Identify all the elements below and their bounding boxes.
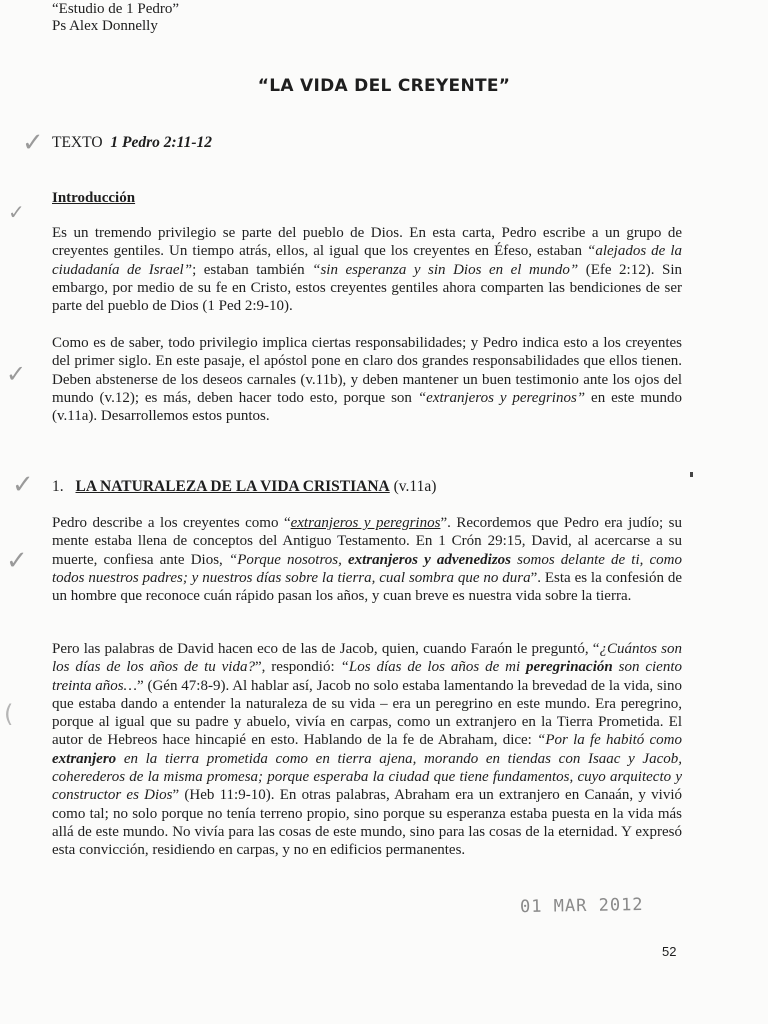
text-run: “alejados de la ciudadanía de Israel” [52,243,683,278]
scripture-reference: 1 Pedro 2:11-12 [110,134,212,151]
text-run: “extranjeros y peregrinos” [417,389,586,406]
text-run: peregrinación [526,659,613,676]
header-study-title: “Estudio de 1 Pedro” [52,1,180,17]
check-mark-icon: ✓ [8,200,25,224]
date-stamp: 01 MAR 2012 [519,894,644,918]
section-reference: (v.11a) [393,478,437,495]
section-1-heading [52,478,436,496]
text-run: Es un tremendo privilegio se parte del pueblo de Dios. En esta carta, Pedro escribe a un grupo de creyentes gentiles. Un tiempo atrás, ellos, al igual que los creyentes en Éfeso, estaban [52,225,682,260]
text-run: “sin esperanza y sin Dios en el mundo” [312,261,579,278]
page-title: “LA VIDA DEL CREYENTE” [257,76,511,96]
section-title: LA NATURALEZA DE LA VIDA CRISTIANA [75,478,390,495]
text-run: Pero las palabras de David hacen eco de las de Jacob, quien, cuando Faraón le preguntó, “ [52,641,600,657]
text-run: en la tierra prometida como en tierra ajena, morando en tiendas con Isaac y Jacob, coherederos de la misma promesa; porque esperaba la ciudad que tiene fundamentos, cuyo arquitecto y constructor es Dios [52,750,682,804]
check-mark-icon: ✓ [6,546,28,576]
intro-paragraph-1 [52,224,682,315]
text-run: extranjero [52,750,117,767]
section-1-paragraph-2 [52,640,682,860]
text-run: ¿Cuántos son los días de los años de tu vida? [52,641,682,676]
text-run: “Los días de los años de mi [340,659,527,676]
text-run: “Por la fe habitó como [537,732,682,749]
page-number: 52 [662,944,677,959]
text-run: ”. Recordemos que Pedro era judío; su mente estaba llena de conceptos del Antiguo Testamento. En 1 Crón 29:15, David, al acercarse a su muerte, confiesa ante Dios, [52,515,682,568]
text-run: somos delante de ti, como todos nuestros padres; y nuestros días sobre la tierra, cual sombra que no dura [52,551,682,586]
text-run: Como es de saber, todo privilegio implica ciertas responsabilidades; y Pedro indica esto a los creyentes del primer siglo. En este pasaje, el apóstol pone en claro dos grandes responsabilidades que ellos tienen. Deben abstenerse de los deseos carnales (v.11b), y deben mantener un buen testimonio ante los ojos del mundo (v.12); es más, deben hacer todo esto, porque son [52,335,682,406]
text-run: ”. Esta es la confesión de un hombre que reconoce cuán rápido pasan los años, y cuan breve es nuestra vida sobre la tierra. [52,569,682,605]
text-run: ”, respondió: [254,659,341,676]
texto-label: TEXTO [52,134,103,151]
text-run: son ciento treinta años… [52,659,682,694]
dot-mark [690,472,693,477]
check-mark-icon: ✓ [6,360,27,388]
header-author: Ps Alex Donnelly [52,18,158,34]
text-run: ” (Heb 11:9-10). En otras palabras, Abraham era un extranjero en Canaán, y vivió como tal; no solo porque no tenía terreno propio, sino porque su esperanza estaba puesta en la vida más allá de este mundo. No vivía para las cosas de este mundo, sino para las cosas de la eternidad. Y expresó esta convicción, residiendo en carpas, y no en edificios permanentes. [52,787,682,859]
text-run: Pedro describe a los creyentes como “ [52,515,291,531]
check-mark-icon: ✓ [12,470,34,500]
text-run: (Efe 2:12). Sin embargo, por medio de su fe en Cristo, estos creyentes gentiles ahora comparten las bendiciones de ser parte del pueblo de Dios (1 Ped 2:9-10). [52,261,682,315]
text-run: extranjeros y advenedizos [347,551,512,568]
text-run: ” (Gén 47:8-9). Al hablar así, Jacob no solo estaba lamentando la brevedad de la vida, sino que estaba dando a entender la naturaleza de su vida – era un peregrino en este mundo. Era peregrino, porque al igual que su padre y abuelo, vivía en carpas, como un extranjero en la Tierra Prometida. El autor de Hebreos hace hincapié en esto. Hablando de la fe de Abraham, dice: [52,677,682,749]
check-mark-icon: ✓ [22,128,44,158]
intro-paragraph-2 [52,334,682,425]
bracket-mark-icon: ( [4,700,14,728]
text-run: “Porque nosotros, [228,551,348,568]
text-run: extranjeros y peregrinos [290,515,441,531]
section-number: 1. [52,478,64,495]
text-run: ; estaban también [192,261,313,278]
section-1-paragraph-1 [52,514,682,605]
introduction-heading: Introducción [52,190,136,206]
text-run: en este mundo (v.11a). Desarrollemos estos puntos. [52,389,682,425]
scripture-text-line [52,134,212,152]
